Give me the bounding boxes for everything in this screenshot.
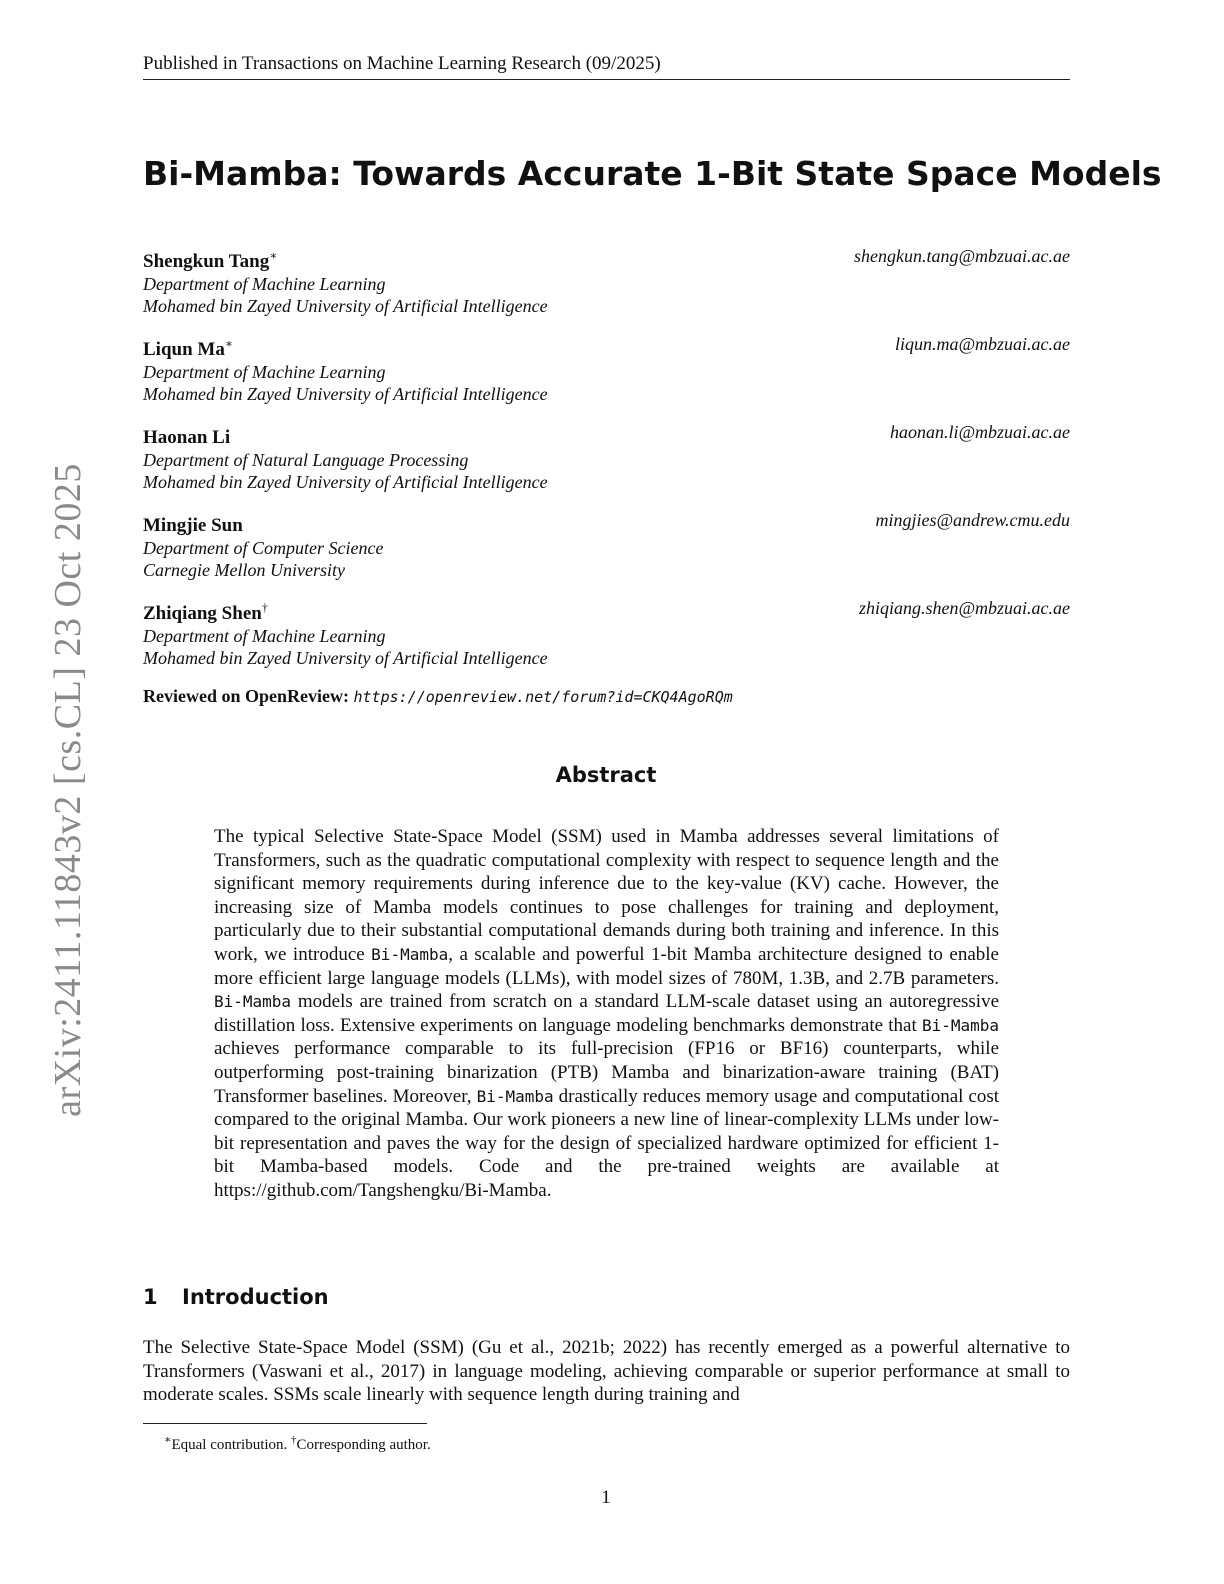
author-name: Haonan Li <box>143 427 231 449</box>
model-name: Bi-Mamba <box>214 992 292 1012</box>
author-name: Mingjie Sun <box>143 515 243 537</box>
author-block <box>143 245 1070 317</box>
page-number: 1 <box>601 1487 611 1508</box>
author-department: Department of Computer Science <box>143 538 384 559</box>
author-block <box>143 421 1070 493</box>
author-institution: Mohamed bin Zayed University of Artificial Intelligence <box>143 472 548 493</box>
openreview-label: Reviewed on OpenReview: <box>143 686 349 706</box>
author-institution: Mohamed bin Zayed University of Artificial Intelligence <box>143 296 548 317</box>
author-institution: Mohamed bin Zayed University of Artificial Intelligence <box>143 384 548 405</box>
author-institution: Mohamed bin Zayed University of Artificial Intelligence <box>143 648 548 669</box>
journal-header: Published in Transactions on Machine Learning Research (09/2025) <box>143 52 1070 80</box>
author-name: Shengkun Tang∗ <box>143 249 278 273</box>
author-email[interactable]: zhiqiang.shen@mbzuai.ac.ae <box>858 598 1070 618</box>
model-name: Bi-Mamba <box>371 944 449 964</box>
author-email[interactable]: haonan.li@mbzuai.ac.ae <box>889 422 1070 442</box>
author-block <box>143 597 1070 669</box>
model-name: Bi-Mamba <box>921 1015 999 1035</box>
author-email[interactable]: mingjies@andrew.cmu.edu <box>875 510 1070 530</box>
footnote: ∗Equal contribution. †Corresponding author. <box>164 1434 431 1453</box>
paper-title: Bi-Mamba: Towards Accurate 1-Bit State Space Models <box>143 154 1162 193</box>
author-institution: Carnegie Mellon University <box>143 560 345 581</box>
author-name: Liqun Ma∗ <box>143 337 233 361</box>
section-heading <box>143 1283 329 1311</box>
author-department: Department of Machine Learning <box>143 362 386 383</box>
section-number: 1 <box>143 1285 158 1309</box>
openreview-line <box>143 685 733 708</box>
intro-paragraph: The Selective State-Space Model (SSM) (Gu et al., 2021b; 2022) has recently emerged as a powerful alternative to Transformers (Vaswani et al., 2017) in language modeling, achieving comparable or superior performance at small to moderate scales. SSMs scale linearly with sequence length during training and <box>143 1337 1070 1406</box>
model-name: Bi-Mamba <box>476 1086 554 1106</box>
author-department: Department of Machine Learning <box>143 626 386 647</box>
openreview-link[interactable]: https://openreview.net/forum?id=CKQ4AgoRQm <box>353 688 733 706</box>
abstract-heading: Abstract <box>555 763 657 787</box>
author-block <box>143 509 1070 581</box>
author-name: Zhiqiang Shen† <box>143 601 268 625</box>
author-department: Department of Natural Language Processing <box>143 450 469 471</box>
arxiv-side-identifier: arXiv:2411.11843v2 [cs.CL] 23 Oct 2025 <box>47 463 89 1117</box>
section-title: Introduction <box>182 1285 329 1309</box>
author-email[interactable]: liqun.ma@mbzuai.ac.ae <box>894 334 1070 354</box>
author-email[interactable]: shengkun.tang@mbzuai.ac.ae <box>853 246 1070 266</box>
abstract-text: The typical Selective State-Space Model (SSM) used in Mamba addresses several limitations of Transformers, such as the quadratic computational complexity with respect to sequence length and the significant memory requirements during inference due to the key-value (KV) cache. However, the increasing size of Mamba models continues to pose challenges for training and deployment, particularly due to their substantial computational demands during both training and inference. In this work, we introduce Bi-Mamba, a scalable and powerful 1-bit Mamba architecture designed to enable more efficient large language models (LLMs), with model sizes of 780M, 1.3B, and 2.7B parameters. Bi-Mamba models are trained from scratch on a standard LLM-scale dataset using an autoregressive distillation loss. Extensive experiments on language modeling benchmarks demonstrate that Bi-Mamba achieves performance comparable to its full-precision (FP16 or BF16) counterparts, while outperforming post-training binarization (PTB) Mamba and binarization-aware training (BAT) Transformer baselines. Moreover, Bi-Mamba drastically reduces memory usage and computational cost compared to the original Mamba. Our work pioneers a new line of linear-complexity LLMs under low-bit representation and paves the way for the design of specialized hardware optimized for efficient 1-bit Mamba-based models. Code and the pre-trained weights are available at https://github.com/Tangshengku/Bi-Mamba. <box>214 826 1000 1201</box>
author-block <box>143 333 1070 405</box>
author-department: Department of Machine Learning <box>143 274 386 295</box>
footnote-rule <box>143 1423 427 1424</box>
